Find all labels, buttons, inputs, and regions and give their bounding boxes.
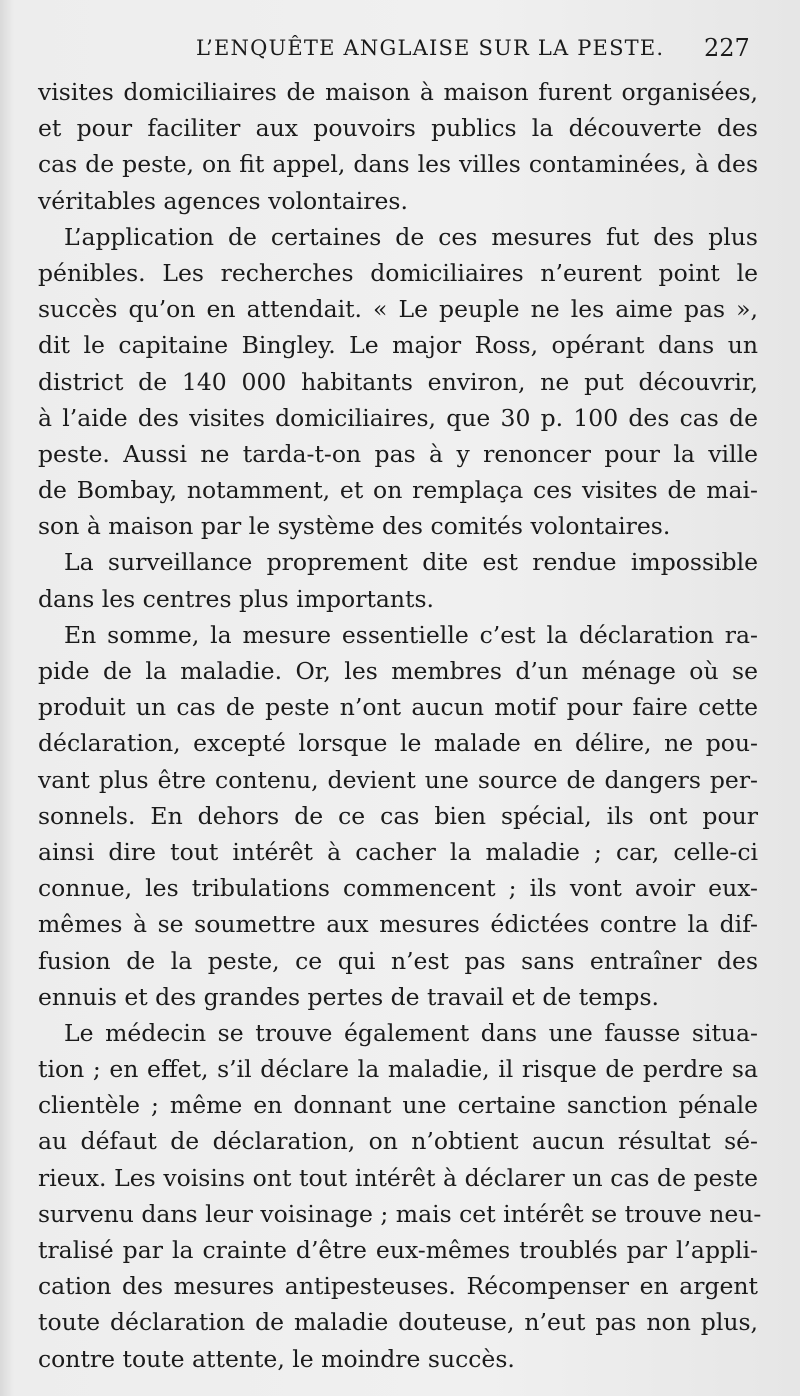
page-number: 227	[704, 34, 750, 62]
text-line: tion ; en effet, s’il déclare la maladie, il risque de perdre sa	[38, 1055, 758, 1084]
paragraph-1	[38, 74, 758, 219]
text-line: dans les centres plus importants.	[38, 584, 435, 613]
text-line: vant plus être contenu, devient une source de dangers per-	[38, 765, 758, 794]
text-line: fusion de la peste, ce qui n’est pas sans entraîner des	[38, 946, 758, 975]
text-line: connue, les tribulations commencent ; ils vont avoir eux-	[38, 874, 758, 903]
text-line: ainsi dire tout intérêt à cacher la maladie ; car, celle-ci	[38, 837, 758, 866]
text-line: pide de la maladie. Or, les membres d’un ménage où se	[38, 657, 758, 685]
text-line: ennuis et des grandes pertes de travail et de temps.	[38, 982, 659, 1011]
paragraph-4	[38, 617, 758, 1015]
text-line: contre toute attente, le moindre succès.	[38, 1344, 515, 1373]
running-title: L’ENQUÊTE ANGLAISE SUR LA PESTE.	[196, 36, 665, 60]
text-line: et pour faciliter aux pouvoirs publics la découverte des	[38, 114, 758, 143]
text-line: au défaut de déclaration, on n’obtient aucun résultat sé-	[38, 1127, 758, 1156]
text-line: En somme, la mesure essentielle c’est la déclaration ra-	[64, 620, 758, 649]
text-line: produit un cas de peste n’ont aucun motif pour faire cette	[38, 693, 758, 722]
text-line: pénibles. Les recherches domiciliaires n’eurent point le	[38, 258, 758, 287]
running-head	[0, 36, 800, 66]
text-line: La surveillance proprement dite est rendue impossible	[64, 548, 758, 577]
text-line: survenu dans leur voisinage ; mais cet intérêt se trouve neu-	[38, 1199, 762, 1228]
paragraph-2	[38, 219, 758, 545]
text-line: sonnels. En dehors de ce cas bien spécial, ils ont pour	[38, 801, 758, 830]
text-line: son à maison par le système des comités volontaires.	[38, 512, 671, 541]
text-line: district de 140 000 habitants environ, ne put découvrir,	[38, 367, 758, 396]
text-line: cation des mesures antipesteuses. Récompenser en argent	[38, 1272, 758, 1301]
text-line: L’application de certaines de ces mesures fut des plus	[64, 222, 758, 251]
body-text	[38, 74, 762, 1377]
text-line: mêmes à se soumettre aux mesures édictées contre la dif-	[38, 910, 758, 939]
text-line: visites domiciliaires de maison à maison furent organisées,	[38, 78, 758, 106]
text-line: clientèle ; même en donnant une certaine sanction pénale	[38, 1091, 758, 1120]
text-line: cas de peste, on fit appel, dans les villes contaminées, à des	[38, 150, 758, 179]
text-line: Le médecin se trouve également dans une fausse situa-	[64, 1018, 758, 1047]
text-line: toute déclaration de maladie douteuse, n’eut pas non plus,	[38, 1308, 758, 1337]
text-line: peste. Aussi ne tarda-t-on pas à y renoncer pour la ville	[38, 439, 758, 468]
text-line: dit le capitaine Bingley. Le major Ross, opérant dans un	[38, 331, 758, 360]
paragraph-3	[38, 544, 758, 616]
text-line: de Bombay, notamment, et on remplaça ces visites de mai-	[38, 476, 758, 505]
text-line: véritables agences volontaires.	[38, 186, 408, 215]
text-line: tralisé par la crainte d’être eux-mêmes troublés par l’appli-	[38, 1236, 758, 1264]
paragraph-5	[38, 1015, 762, 1377]
text-line: déclaration, excepté lorsque le malade en délire, ne pou-	[38, 729, 758, 758]
text-line: succès qu’on en attendait. « Le peuple ne les aime pas »,	[38, 295, 758, 324]
text-line: rieux. Les voisins ont tout intérêt à déclarer un cas de peste	[38, 1163, 758, 1192]
text-line: à l’aide des visites domiciliaires, que 30 p. 100 des cas de	[38, 403, 758, 432]
